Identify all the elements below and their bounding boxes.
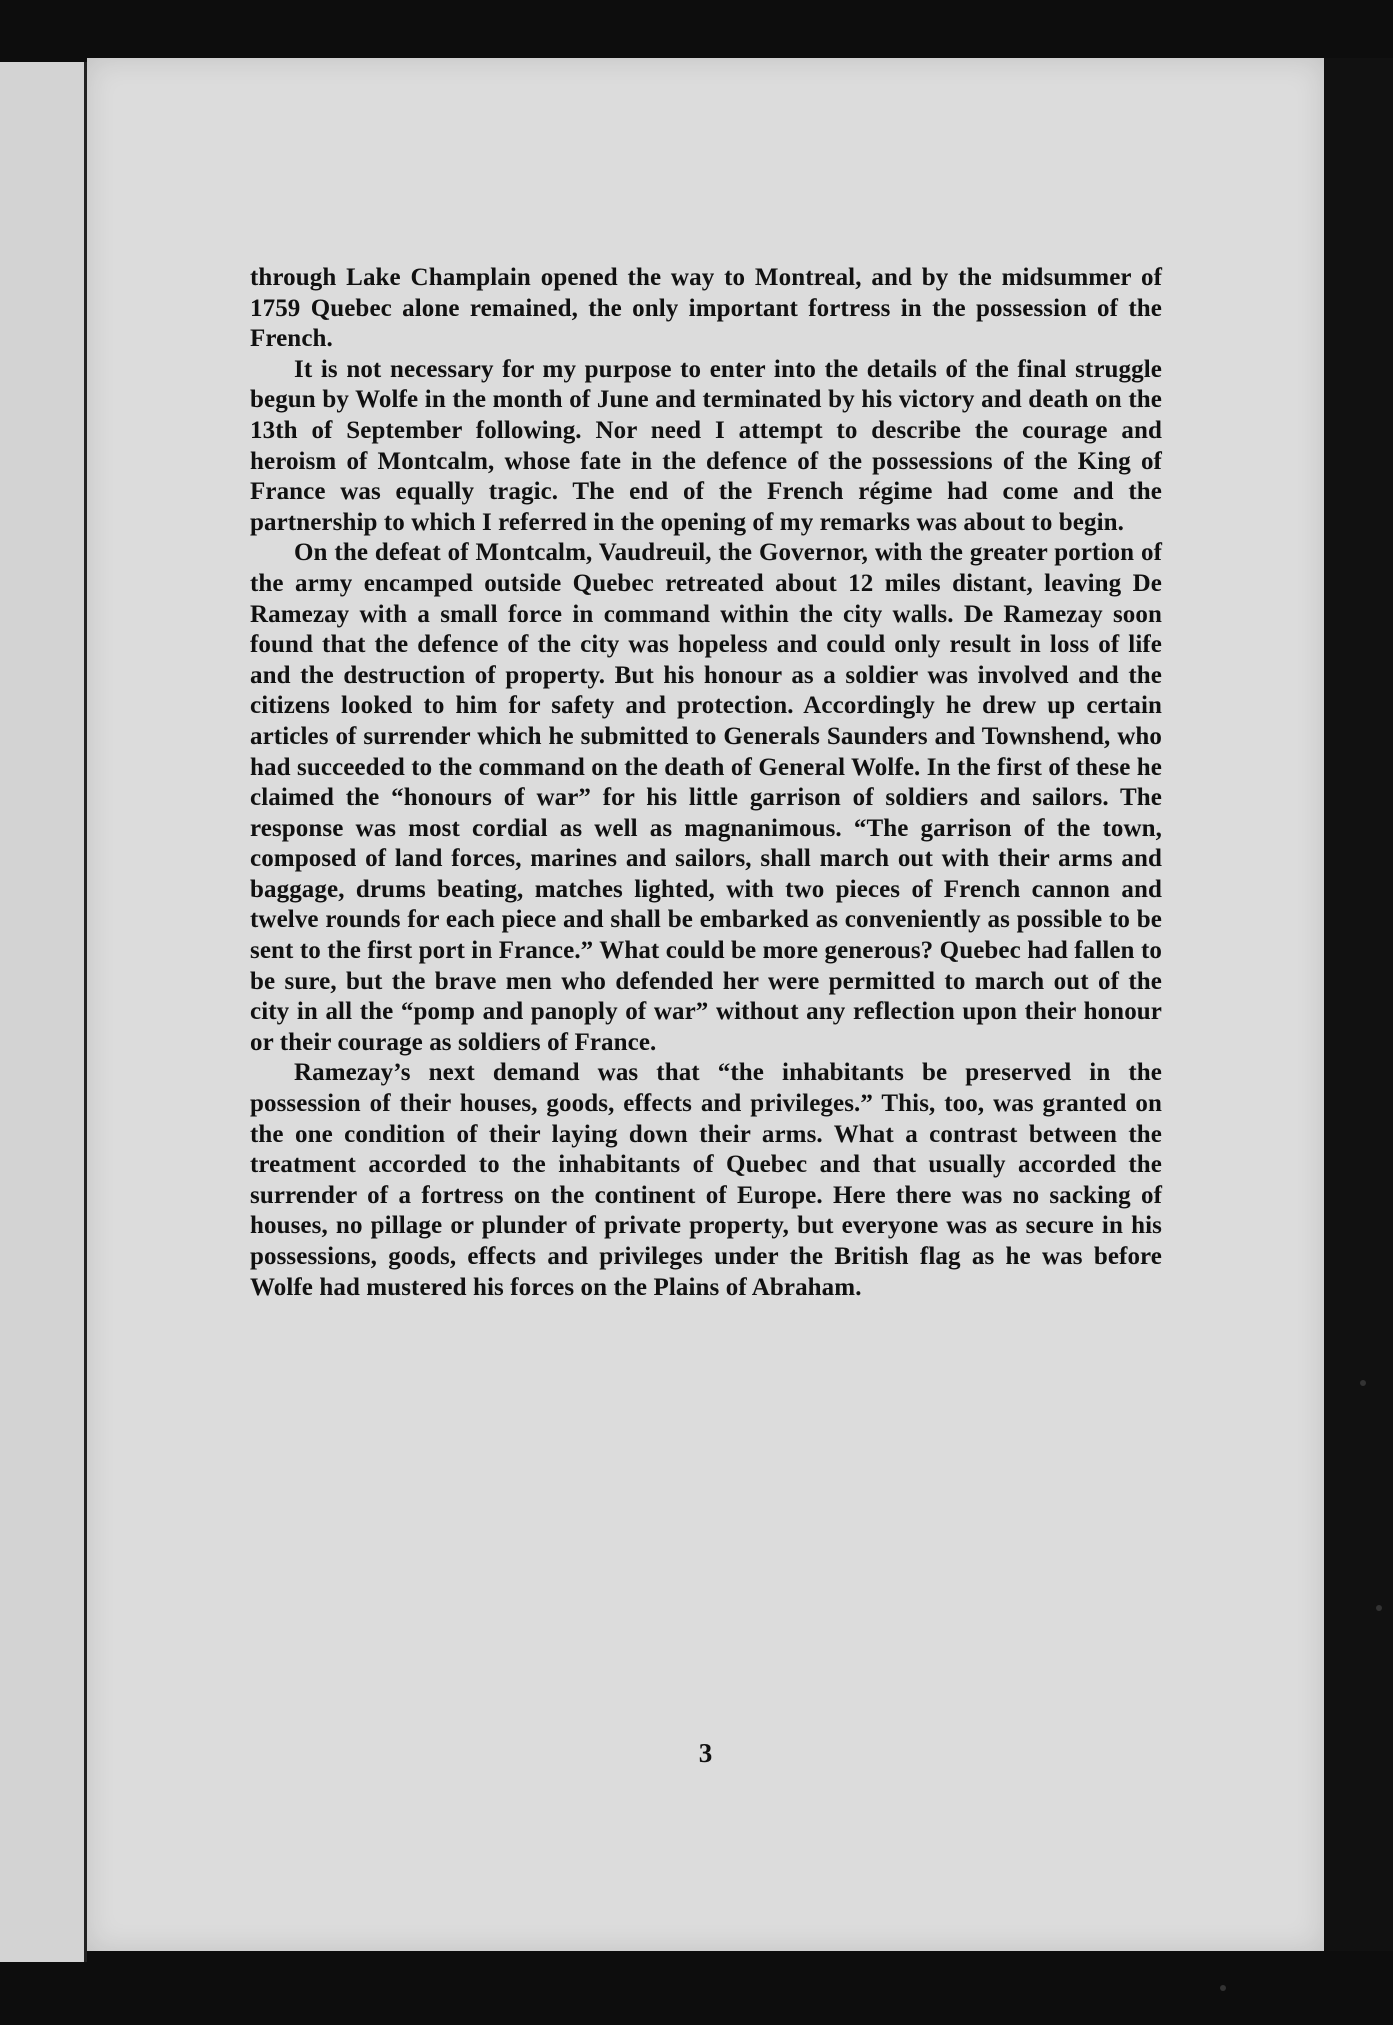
body-text <box>250 263 1162 1303</box>
paragraph-3: On the defeat of Montcalm, Vaudreuil, the Governor, with the greater portion of the army encamped outside Quebec retreated about 12 miles distant, leaving De Ramezay with a small force in command within the city walls. De Ramezay soon found that the defence of the city was hopeless and could only result in loss of life and the destruction of property. But his honour as a soldier was involved and the citizens looked to him for safety and protection. Accordingly he drew up certain articles of surrender which he submitted to Generals Saunders and Townshend, who had succeeded to the command on the death of General Wolfe. In the first of these he claimed the “honours of war” for his little garrison of soldiers and sailors. The response was most cordial as well as magnanimous. “The garrison of the town, composed of land forces, marines and sailors, shall march out with their arms and baggage, drums beating, matches lighted, with two pieces of French cannon and twelve rounds for each piece and shall be embarked as conveniently as possible to be sent to the first port in France.” What could be more generous? Quebec had fallen to be sure, but the brave men who defended her were permitted to march out of the city in all the “pomp and panoply of war” without any reflection upon their honour or their courage as soldiers of France. <box>250 539 1162 1056</box>
scan-margin-right <box>1324 58 1393 1951</box>
book-page <box>87 58 1324 1951</box>
paragraph-2: It is not necessary for my purpose to enter into the details of the final struggle begun by Wolfe in the month of June and terminated by his victory and death on the 13th of September following. Nor need I attempt to describe the courage and heroism of Montcalm, whose fate in the defence of the possessions of the King of France was equally tragic. The end of the French régime had come and the partnership to which I referred in the opening of my remarks was about to begin. <box>250 355 1162 536</box>
scan-speck <box>1376 1605 1382 1611</box>
scan-speck <box>1220 1985 1226 1991</box>
paragraph-1: through Lake Champlain opened the way to Montreal, and by the midsummer of 1759 Quebec alone remained, the only important fortress in the possession of the French. <box>250 264 1162 353</box>
scan-speck <box>1360 1380 1366 1386</box>
paragraph-4: Ramezay’s next demand was that “the inhabitants be preserved in the possession of their houses, goods, effects and privileges.” This, too, was granted on the one condition of their laying down their arms. What a contrast between the treatment accorded to the inhabitants of Quebec and that usually accorded the surrender of a fortress on the continent of Europe. Here there was no sacking of houses, no pillage or plunder of private property, but everyone was as secure in his possessions, goods, effects and privileges under the British flag as he was before Wolfe had mustered his forces on the Plains of Abraham. <box>250 1059 1162 1301</box>
page-number: 3 <box>698 1738 713 1768</box>
previous-page-edge <box>0 62 87 1962</box>
